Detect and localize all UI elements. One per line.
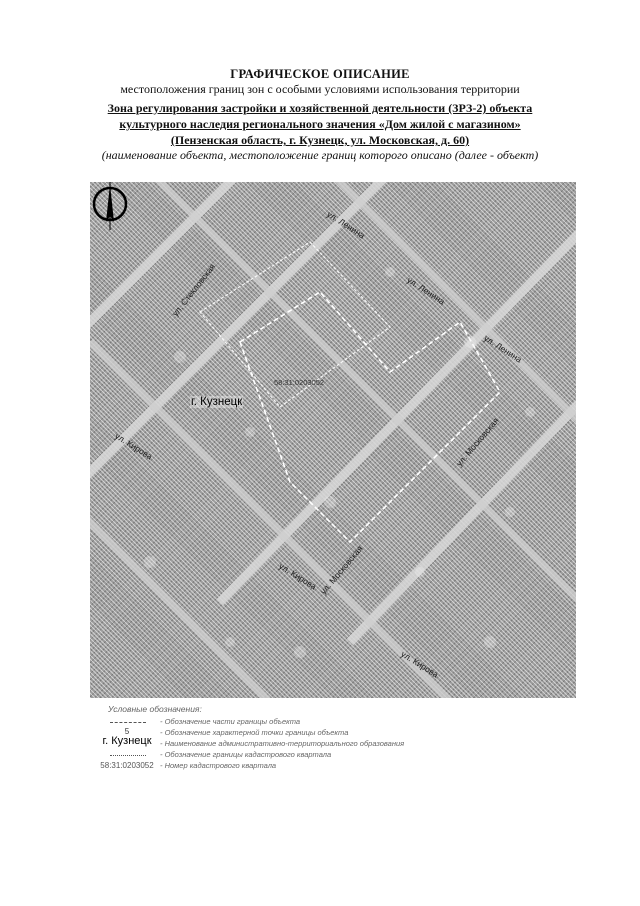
document-subtitle: местоположения границ зон с особыми условиями использования территории — [120, 82, 520, 96]
quarter-label: 58:31:0203052 — [274, 378, 325, 387]
zone-name-line: Зона регулирования застройки и хозяйственной деятельности (ЗРЗ-2) объекта — [107, 101, 533, 115]
street-label: ул. Стекловская — [170, 261, 218, 319]
legend-item — [96, 761, 596, 772]
quarter-boundary-symbol — [110, 755, 146, 756]
street-label: ул. Кирова — [277, 560, 319, 592]
document-header — [0, 66, 640, 163]
boundary-part-symbol — [110, 722, 146, 723]
legend-title: Условные обозначения: — [108, 704, 202, 714]
quarter-number-symbol: 58:31:0203052 — [100, 761, 154, 770]
zone-name — [0, 100, 640, 148]
map-overlay — [90, 182, 576, 698]
zone-name-line: (Пензенская область, г. Кузнецк, ул. Московская, д. 60) — [170, 133, 470, 147]
legend — [96, 704, 596, 772]
street-label: ул. Кирова — [113, 430, 155, 462]
legend-text: - Обозначение границы кадастрового квартала — [160, 750, 332, 759]
city-name-symbol: г. Кузнецк — [102, 735, 152, 747]
north-arrow-icon — [90, 182, 130, 232]
street-label: ул. Ленина — [482, 332, 524, 365]
street-label: ул. Московская — [454, 415, 501, 469]
point-number-symbol: 5 — [124, 727, 130, 736]
street-label: ул. Кирова — [399, 648, 441, 680]
legend-item — [96, 750, 596, 761]
city-label: г. Кузнецк — [191, 396, 243, 408]
legend-item — [96, 728, 596, 739]
street-label: ул. Ленина — [405, 274, 447, 307]
zone-name-line: культурного наследия регионального значения «Дом жилой с магазином» — [119, 117, 521, 131]
legend-item — [96, 735, 596, 750]
street-label: ул. Московская — [318, 543, 365, 597]
legend-item — [96, 717, 596, 728]
street-label: ул. Ленина — [325, 208, 367, 241]
legend-text: - Обозначение части границы объекта — [160, 717, 301, 726]
legend-text: - Номер кадастрового квартала — [160, 761, 277, 770]
legend-text: - Обозначение характерной точки границы объекта — [160, 728, 349, 737]
legend-text: - Наименование административно-территориального образования — [160, 739, 405, 748]
map-image — [90, 182, 576, 698]
document-title: ГРАФИЧЕСКОЕ ОПИСАНИЕ — [230, 67, 410, 81]
object-caption: (наименование объекта, местоположение границ которого описано (далее - объект) — [101, 148, 539, 162]
